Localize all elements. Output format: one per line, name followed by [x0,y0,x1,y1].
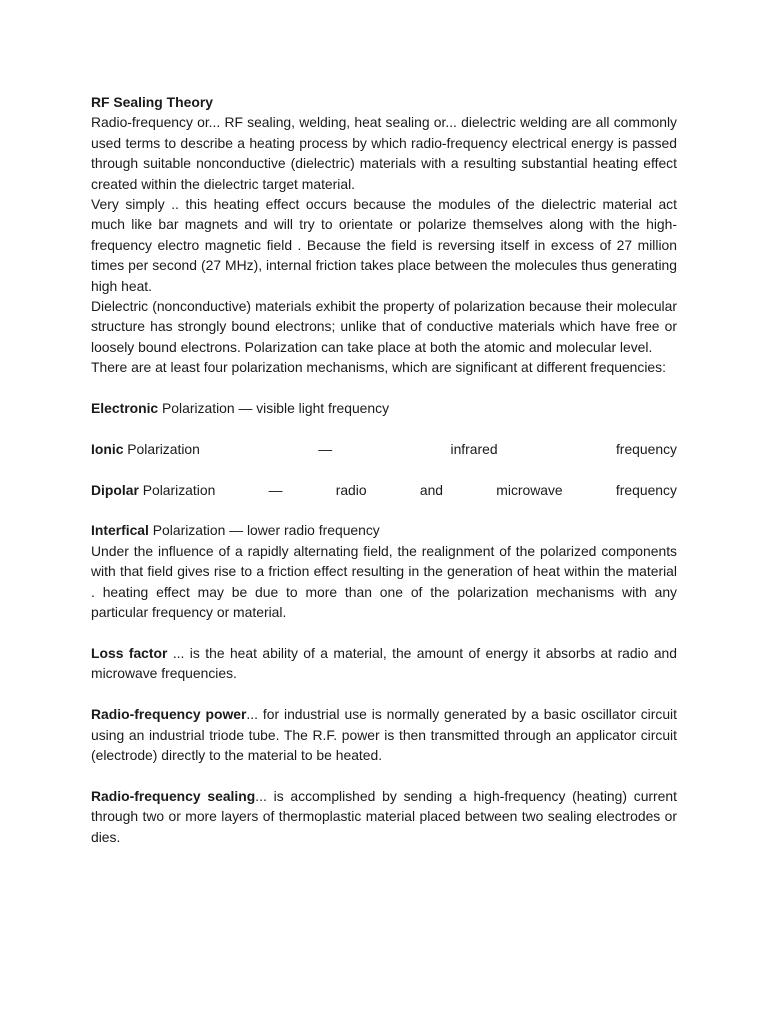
rf-power-text: ... for industrial use is normally generated by a basic oscillator circuit using an industrial triode tube. The R.F. power is then transmitted through an applicator circuit (electrode) directly to the material to be heated. [91,706,677,763]
term-ionic: Ionic [91,440,124,457]
rf-sealing-text: ... is accomplished by sending a high-frequency (heating) current through two or more layers of thermoplastic material placed between two sealing electrodes or dies. [91,787,677,845]
term-interfical: Interfical [91,522,149,539]
mechanism-dipolar-word: — [268,481,283,498]
paragraph-intro: Radio-frequency or... RF sealing, welding, heat sealing or... dielectric welding are all commonly used terms to describe a heating process by which radio-frequency electrical energy is passed through suitable nonconductive (dielectric) materials with a resulting substantial heating effect created within the dielectric target material. [91,114,677,192]
mechanism-electronic-text: Polarization — visible light frequency [158,400,390,417]
mechanism-ionic-word: — [318,440,333,457]
spacer [91,684,677,704]
mechanism-ionic-word: infrared [450,440,498,457]
paragraph-realignment: Under the influence of a rapidly alternating field, the realignment of the polarized components with that field gives rise to a friction effect resulting in the generation of heat within the material . heating effect may be due to more than one of the polarization mechanisms with any particular frequency or material. [91,542,677,621]
paragraph-rf-sealing [91,786,677,847]
mechanism-dipolar-word: and [419,481,444,498]
term-rf-power: Radio-frequency power [91,706,247,723]
mechanism-ionic-lead [91,439,200,459]
document-title: RF Sealing Theory [91,94,213,110]
mechanism-ionic-word: frequency [615,440,677,457]
spacer [91,623,677,643]
document-body [91,92,677,847]
spacer [91,418,677,438]
mechanism-ionic-word: Polarization [123,440,200,457]
mechanism-dipolar [91,480,677,500]
term-dipolar: Dipolar [91,481,139,498]
term-electronic: Electronic [91,400,159,417]
spacer [91,459,677,479]
mechanism-electronic [91,398,677,418]
paragraph-rf-power [91,704,677,765]
paragraph-dielectric: Dielectric (nonconductive) materials exhibit the property of polarization because their molecular structure has strongly bound electrons; unlike that of conductive materials which have free or loosely bound electrons. Polarization can take place at both the atomic and molecular level. [91,298,677,355]
mechanism-dipolar-word: radio [335,481,367,498]
spacer [91,765,677,785]
loss-factor-text: ... is the heat ability of a material, the amount of energy it absorbs at radio and microwave frequencies. [91,644,678,682]
mechanism-dipolar-word: Polarization [138,481,216,498]
mechanism-dipolar-lead [91,480,215,500]
mechanism-ionic [91,439,677,459]
paragraph-heating-effect: Very simply .. this heating effect occurs because the modules of the dielectric material act much like bar magnets and will try to orientate or polarize themselves along with the high-frequency electro magnetic field . Because the field is reversing itself in excess of 27 million times per second (27 MHz), internal friction takes place between the molecules thus generating high heat. [91,196,677,294]
mechanism-interfical [91,520,677,540]
mechanism-interfical-text: Polarization — lower radio frequency [148,522,380,539]
mechanism-dipolar-word: microwave [496,481,563,498]
spacer [91,378,677,398]
paragraph-loss-factor [91,643,677,684]
mechanism-dipolar-word: frequency [615,481,677,498]
spacer [91,500,677,520]
term-rf-sealing: Radio-frequency sealing [91,787,256,804]
paragraph-mechanisms-intro: There are at least four polarization mechanisms, which are significant at different frequencies: [91,359,666,376]
term-loss-factor: Loss factor [91,644,168,661]
